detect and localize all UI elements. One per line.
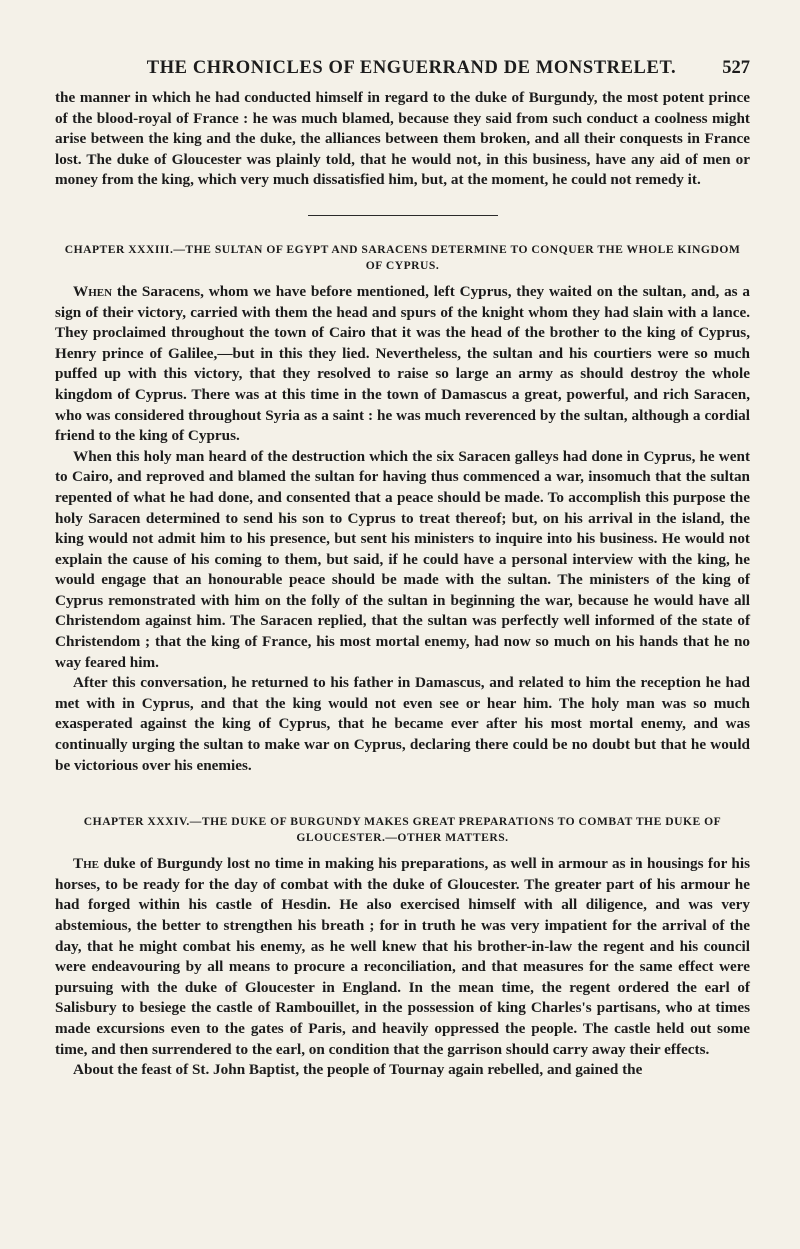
chapter-33-paragraph-1 [55,282,750,447]
section-divider [308,215,498,216]
chapter-33-paragraph-1-text: the Saracens, whom we have before mentioned, left Cyprus, they waited on the sultan, and, as a sign of their victory, carried with them the head and spurs of the knight whom they had slain with a lance. They proclaimed throughout the town of Cairo that it was the head of the brother to the king of Cyprus, Henry prince of Galilee,—but in this they lied. Nevertheless, the sultan and his courtiers were so much puffed up with this victory, that they resolved to raise so large an army as should destroy the whole kingdom of Cyprus. There was at this time in the town of Damascus a great, powerful, and rich Saracen, who was considered throughout Syria as a saint : he was much reverenced by the sultan, although a cordial friend to the king of Cyprus. [55,282,750,445]
chapter-33-lead-word: When [73,282,113,300]
chapter-34-paragraph-2: About the feast of St. John Baptist, the people of Tournay again rebelled, and gained the [73,1061,643,1079]
chapter-33-paragraph-2: When this holy man heard of the destruction which the six Saracen galleys had done in Cyprus, he went to Cairo, and reproved and blamed the sultan for having thus commenced a war, insomuch that the sultan repented of what he had done, and consented that a peace should be made. To accomplish this purpose the holy Saracen determined to send his son to Cyprus to treat thereof; but, on his arrival in the island, the king would not admit him to his presence, but sent his ministers to inquire into his business. He would not explain the cause of his coming to them, but said, if he could have a personal interview with the king, he would engage that an honourable peace should be made with the sultan. The ministers of the king of Cyprus remonstrated with him on the folly of the sultan in beginning the war, because he would have all Christendom against him. The Saracen replied, that the sultan was perfectly well informed of the state of Christendom ; that the king of France, his most mortal enemy, had now so much on his hands that he no way feared him. [55,447,750,671]
page-content [55,58,750,1081]
running-header [55,58,750,88]
chapter-33-paragraph-3: After this conversation, he returned to his father in Damascus, and related to him the reception he had met with in Cyprus, and that the king would not even see or hear him. The holy man was so much exasperated against the king of Cyprus, that he became ever after his most mortal enemy, and was continually urging the sultan to make war on Cyprus, declaring there could be no doubt but that he would be victorious over his enemies. [55,674,750,774]
chapter-33-heading: CHAPTER XXXIII.—THE SULTAN OF EGYPT AND SARACENS DETERMINE TO CONQUER THE WHOLE KINGDOM OF CYPRUS. [64,242,741,272]
page-number: 527 [722,58,750,78]
chapter-34-lead-word: The [73,855,100,873]
chapter-34-paragraph-1-text: duke of Burgundy lost no time in making his preparations, as well in armour as in housings for his horses, to be ready for the day of combat with the duke of Gloucester. The greater part of his armour he had forged within his castle of Hesdin. He also exercised himself with all diligence, and was very abstemious, the better to strengthen his breath ; for in truth he was very impatient for the arrival of the day, that he might combat his enemy, as he well knew that his brother-in-law the regent and his council were endeavouring by all means to procure a reconciliation, and that measures for the same effect were pursuing with the duke of Gloucester in England. In the mean time, the regent ordered the earl of Salisbury to besiege the castle of Rambouillet, in the possession of king Charles's partisans, who at times made excursions even to the gates of Paris, and heavily oppressed the people. The castle held out some time, and then surrendered to the earl, on condition that the garrison should carry away their effects. [55,855,750,1058]
chapter-34-paragraph-1 [55,854,750,1060]
opening-paragraph: the manner in which he had conducted himself in regard to the duke of Burgundy, the most potent prince of the blood-royal of France : he was much blamed, because they said from such conduct a coolness might arise between the king and the duke, the alliances between them broken, and all their conquests in France lost. The duke of Gloucester was plainly told, that he would not, in this business, have any aid of men or money from the king, which very much dissatisfied him, but, at the moment, he could not remedy it. [55,89,750,189]
running-title: THE CHRONICLES OF ENGUERRAND DE MONSTRELET. [146,58,677,78]
chapter-34-heading: CHAPTER XXXIV.—THE DUKE OF BURGUNDY MAKES GREAT PREPARATIONS TO COMBAT THE DUKE OF GLOUCESTER.—OTHER MATTERS. [83,815,722,845]
